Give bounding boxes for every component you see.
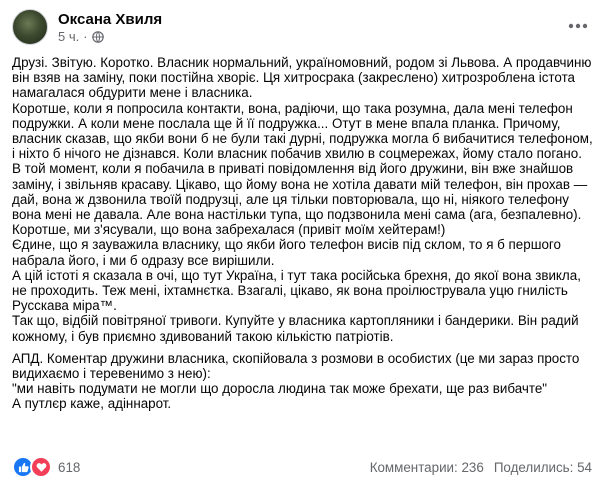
post-body — [12, 55, 594, 412]
post-paragraph: АПД. Коментар дружини власника, скопійовала з розмови в особистих (це ми зараз просто видихаємо і теревенимо з нею): — [12, 350, 580, 382]
post-paragraph: А путлєр каже, адіннарот. — [12, 396, 172, 412]
post-paragraph: Так що, відбій повітряної тривоги. Купуйте у власника картопляники і бандерики. Він радий кожному, і був приємно здивований такою кількістю патріотів. — [12, 313, 579, 344]
shares-count-link[interactable]: Поделились: 54 — [493, 459, 592, 475]
reactions-count: 618 — [58, 459, 81, 475]
post-meta — [58, 10, 162, 45]
globe-icon[interactable] — [92, 31, 104, 43]
avatar[interactable] — [12, 9, 48, 45]
separator-dot: · — [83, 28, 88, 44]
post-paragraph: Друзі. Звітую. Коротко. Власник нормальний, україномовний, родом зі Львова. А продавчиню він взяв на заміну, поки постійна хворіє. Ця хитросрака (закреслено) хитрозроблена істота намагалася обдурити мене і власника. — [12, 55, 592, 101]
post-paragraph: Коротше, коли я попросила контакти, вона, радіючи, що така розумна, дала мені телефон подружки. А коли мене послала ще й її подружка... Отут в мене впала планка. Причому, власник сказав, що якби вони б не були такі дурні, подружка могла б вибачитися телефоном, і ніхто б нічого не дізнався. Коли власник побачив хвилю в соцмережах, йому стало погано. — [12, 100, 593, 162]
post-header — [12, 7, 162, 47]
post-paragraph: Єдине, що я зауважила власнику, що якби його телефон висів під склом, то я б першого набрала його, і ми б одразу все вирішили. — [12, 237, 561, 268]
post-footer — [12, 456, 592, 478]
reactions-summary[interactable] — [12, 456, 80, 478]
comments-count-link[interactable]: Комментарии: 236 — [369, 459, 484, 475]
author-name[interactable]: Оксана Хвиля — [58, 10, 163, 28]
post-paragraph: Коротше, ми з'ясували, що вона забрехалася (привіт моїм хейтерам!) — [12, 222, 446, 238]
post-paragraph: А цій істоті я сказала в очі, що тут Україна, і тут така російська брехня, до якої вона звикла, не проходить. Теж мені, іхтамнєтка. Взагалі, цікаво, як вона проілюструвала уцю гнилість Русскава міра™. — [12, 267, 581, 314]
post-time[interactable]: 5 ч. — [58, 28, 80, 44]
post-paragraph: "ми навіть подумати не могли що доросла людина так може брехати, ще раз вибачте" — [12, 381, 548, 397]
post-time-row — [58, 29, 162, 45]
love-reaction-icon — [30, 456, 52, 478]
post-paragraph: В той момент, коли я побачила в приваті повідомлення від його дружини, він вже знайшов заміну, і звільняв красаву. Цікаво, що йому вона не хотіла давати мій телефон, він прохав — дай, вона ж дзвонила твоїй подрузці, але ця тільки повторювала, що ні, ніякого телефону вона мені не давала. Але вона настільки тупа, що подзвонила мені сама (ага, безпалевно). — [12, 161, 588, 223]
more-options-icon[interactable] — [564, 12, 592, 40]
